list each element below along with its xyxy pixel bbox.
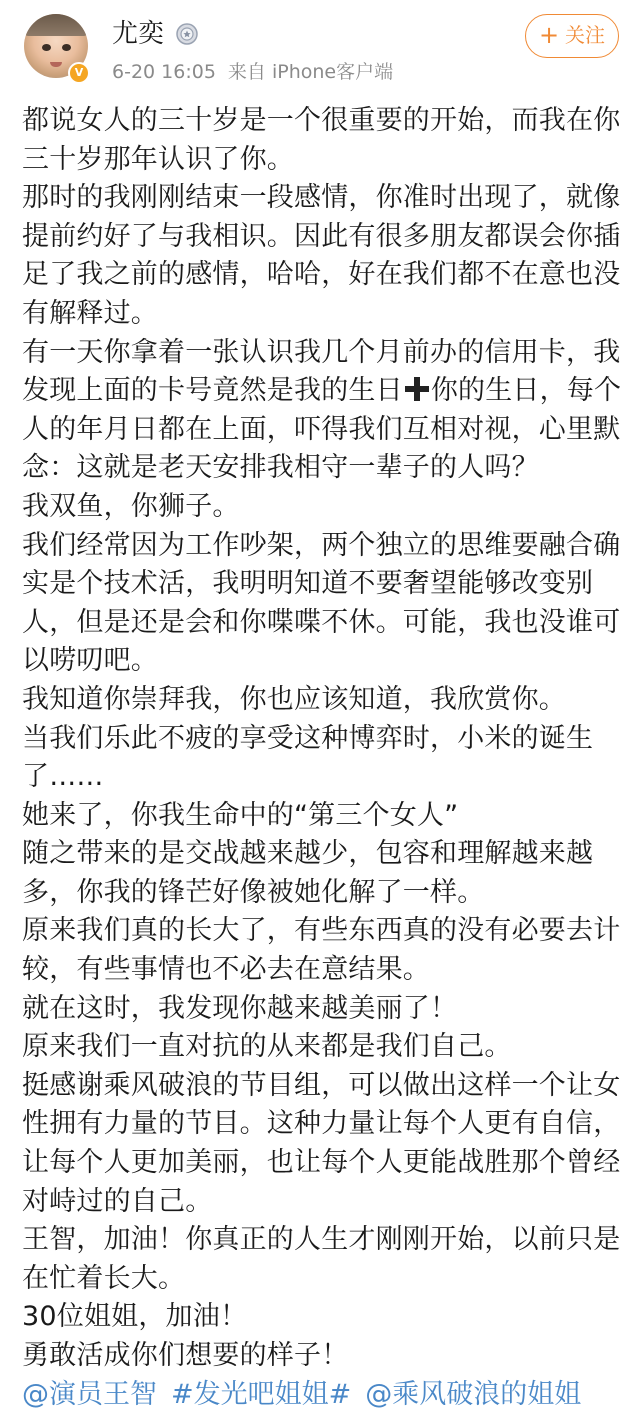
post-line: 让每个人更加美丽，也让每个人更能战胜那个曾经 [22,1147,621,1179]
post-line: 原来我们真的长大了，有些东西真的没有必要去计 [22,915,621,947]
hashtag-link[interactable]: #发光吧姐姐# [171,1378,352,1410]
post-line: 30位姐姐，加油！ [22,1301,248,1333]
post-line: 勇敢活成你们想要的样子！ [22,1340,349,1371]
post-line: 人的年月日都在上面，吓得我们互相对视，心里默 [22,413,621,445]
post-line: 我们经常因为工作吵架，两个独立的思维要融合确 [22,529,621,561]
post-line: 多，你我的锋芒好像被她化解了一样。 [22,876,485,908]
post-line: 有解释过。 [22,297,158,329]
post-line: 我双鱼，你狮子。 [22,490,240,522]
post-line: 了…… [22,761,104,793]
mention-link[interactable]: @乘风破浪的姐姐 [365,1378,582,1410]
post-line: 人，但是还是会和你喋喋不休。可能，我也没谁可 [22,606,621,638]
avatar-eye-left [42,44,51,51]
post-line: 那时的我刚刚结束一段感情，你准时出现了，就像 [22,182,621,214]
vip-badge-icon: V [68,62,90,84]
post-line-part: 你的生日，每个 [430,375,622,407]
medal-icon [175,22,199,46]
post-date: 6-20 16:05 [112,61,216,83]
follow-button[interactable] [525,14,619,58]
post-line: 以唠叨吧。 [22,645,158,677]
post-line: 对峙过的自己。 [22,1185,213,1217]
post-line [22,372,622,411]
plus-icon: + [538,21,560,49]
source-prefix: 来自 [227,61,266,83]
post-line: 三十岁那年认识了你。 [22,143,294,175]
mention-link[interactable]: @演员王智 [22,1378,157,1410]
avatar-mouth [50,62,62,67]
author-name[interactable]: 尤奕 [112,19,165,49]
avatar-hair [24,14,88,36]
post-line: 在忙着长大。 [22,1262,186,1294]
heavy-plus-icon [405,377,429,401]
avatar-eye-right [62,44,71,51]
post-line: 实是个技术活，我明明知道不要奢望能够改变别 [22,568,594,600]
post-line: 提前约好了与我相识。因此有很多朋友都误会你插 [22,220,621,252]
post-line: 就在这时，我发现你越来越美丽了！ [22,992,458,1024]
post-line: 王智，加油！你真正的人生才刚刚开始，以前只是 [22,1224,621,1256]
post-line: 念：这就是老天安排我相守一辈子的人吗？ [22,452,539,484]
post-line: 当我们乐此不疲的享受这种博弈时，小米的诞生 [22,722,594,754]
post-line: 有一天你拿着一张认识我几个月前办的信用卡，我 [22,336,621,368]
post-meta [112,58,393,86]
follow-label: 关注 [565,23,606,47]
post-line-part: 发现上面的卡号竟然是我的生日 [22,375,403,407]
post-line: 挺感谢乘风破浪的节目组，可以做出这样一个让女 [22,1069,621,1101]
post-source[interactable]: iPhone客户端 [271,61,394,83]
post-line: 她来了，你我生命中的“第三个女人” [22,799,459,831]
post-line: 随之带来的是交战越来越少，包容和理解越来越 [22,838,594,870]
post-line: 性拥有力量的节目。这种力量让每个人更有自信， [22,1108,621,1140]
post-line: 我知道你崇拜我，你也应该知道，我欣赏你。 [22,683,566,715]
post-body [22,102,622,1414]
tag-row [22,1376,622,1414]
post-line: 较，有些事情也不必去在意结果。 [22,954,430,986]
post-line: 原来我们一直对抗的从来都是我们自己。 [22,1031,512,1063]
post-line: 足了我之前的感情，哈哈，好在我们都不在意也没 [22,259,621,291]
post-line: 都说女人的三十岁是一个很重要的开始，而我在你 [22,105,621,136]
post-header [0,0,640,96]
